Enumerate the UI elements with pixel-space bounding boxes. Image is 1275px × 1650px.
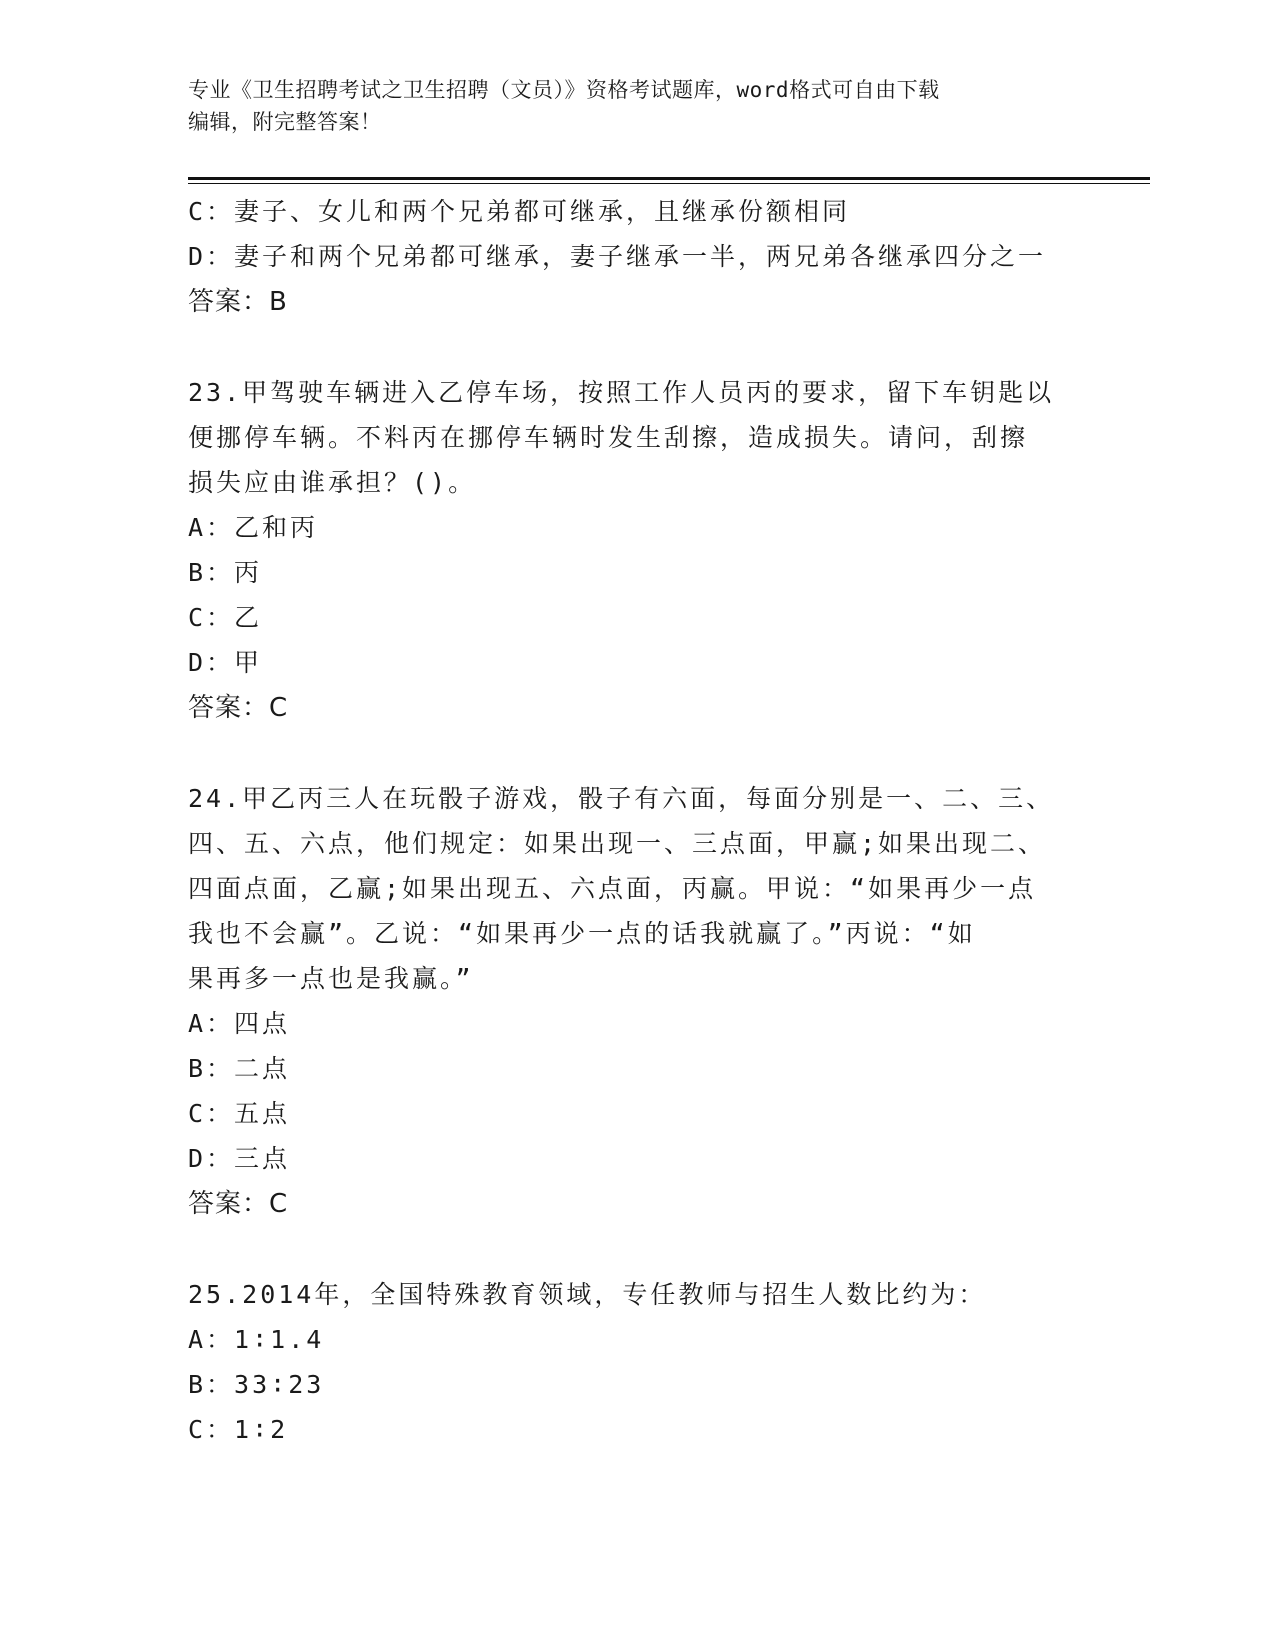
option-d: D：妻子和两个兄弟都可继承，妻子继承一半，两兄弟各继承四分之一 xyxy=(188,242,1047,271)
spacer xyxy=(188,325,1088,370)
option-a: A：1∶1.4 xyxy=(188,1325,325,1354)
header-rule-thin xyxy=(188,183,1150,184)
question-line: 损失应由谁承担？()。 xyxy=(188,468,477,497)
option-c: C：乙 xyxy=(188,603,263,632)
question-stem xyxy=(188,776,1088,1001)
option-b: B：二点 xyxy=(188,1054,291,1083)
spacer xyxy=(188,1227,1088,1272)
document-body xyxy=(188,189,1088,1452)
question-22-tail xyxy=(188,189,1088,325)
question-stem xyxy=(188,370,1088,505)
document-header xyxy=(188,74,1088,138)
question-23 xyxy=(188,370,1088,731)
question-24 xyxy=(188,776,1088,1227)
option-a: A：乙和丙 xyxy=(188,513,319,542)
answer: 答案：C xyxy=(188,1189,289,1219)
header-rule-thick xyxy=(188,177,1150,180)
question-line: 四、五、六点，他们规定：如果出现一、三点面，甲赢;如果出现二、 xyxy=(188,829,1047,858)
option-d: D：三点 xyxy=(188,1144,291,1173)
header-line-1: 专业《卫生招聘考试之卫生招聘（文员）》资格考试题库，word格式可自由下载 xyxy=(188,78,940,102)
option-c: C：五点 xyxy=(188,1099,291,1128)
question-line: 我也不会赢”。乙说：“如果再少一点的话我就赢了。”丙说：“如 xyxy=(188,919,976,948)
question-line: 23.甲驾驶车辆进入乙停车场，按照工作人员丙的要求，留下车钥匙以 xyxy=(188,378,1055,407)
question-25 xyxy=(188,1272,1088,1452)
question-line: 四面点面，乙赢;如果出现五、六点面，丙赢。甲说：“如果再少一点 xyxy=(188,874,1037,903)
answer: 答案：C xyxy=(188,693,289,723)
option-a: A：四点 xyxy=(188,1009,291,1038)
option-b: B：丙 xyxy=(188,558,263,587)
option-b: B：33∶23 xyxy=(188,1370,325,1399)
question-stem xyxy=(188,1272,1088,1317)
spacer xyxy=(188,731,1088,776)
option-c: C：妻子、女儿和两个兄弟都可继承，且继承份额相同 xyxy=(188,197,851,226)
option-c: C：1∶2 xyxy=(188,1415,289,1444)
answer: 答案：B xyxy=(188,287,288,317)
question-line: 便挪停车辆。不料丙在挪停车辆时发生刮擦，造成损失。请问，刮擦 xyxy=(188,423,1029,452)
header-line-2: 编辑，附完整答案！ xyxy=(188,110,382,134)
question-line: 24.甲乙丙三人在玩骰子游戏，骰子有六面，每面分别是一、二、三、 xyxy=(188,784,1055,813)
question-line: 25.2014年，全国特殊教育领域，专任教师与招生人数比约为： xyxy=(188,1280,987,1309)
option-d: D：甲 xyxy=(188,648,263,677)
question-line: 果再多一点也是我赢。” xyxy=(188,964,474,993)
